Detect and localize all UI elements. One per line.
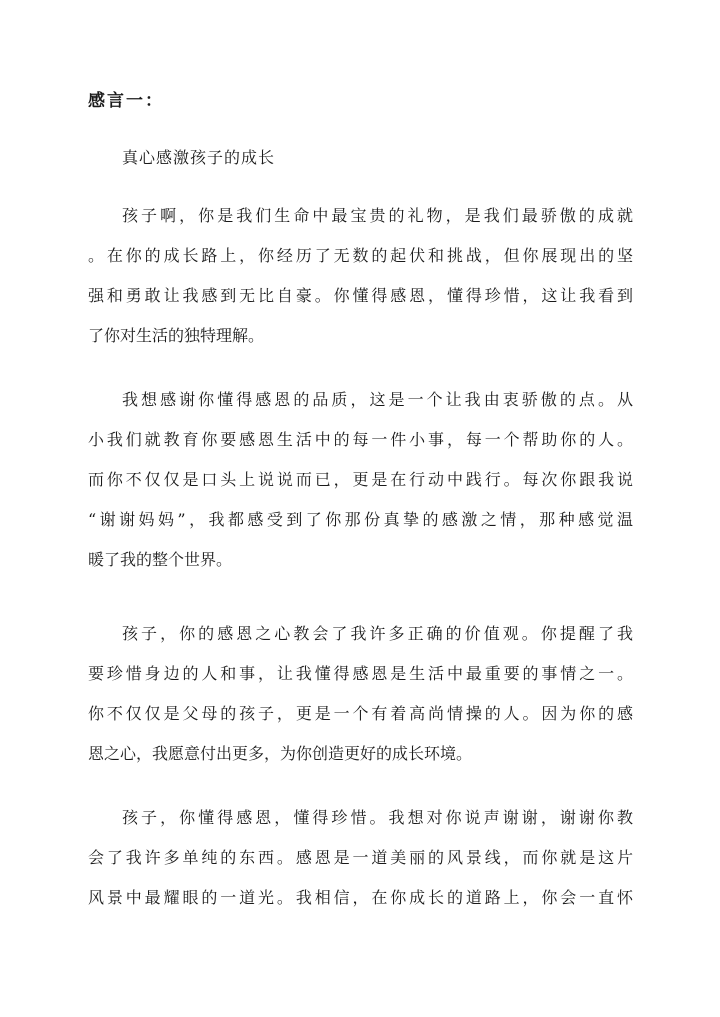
paragraph-line: 恩之心，我愿意付出更多，为你创造更好的成长环境。: [88, 744, 473, 763]
paragraph-line: 要珍惜身边的人和事，让我懂得感恩是生活中最重要的事情之一。: [88, 664, 633, 683]
paragraph-1: [88, 203, 633, 363]
paragraph-line: 暖了我的整个世界。: [88, 550, 233, 569]
paragraph-line: 你不仅仅是父母的孩子，更是一个有着高尚情操的人。因为你的感: [88, 704, 633, 723]
paragraph-line: 孩子，你的感恩之心教会了我许多正确的价值观。你提醒了我: [122, 624, 633, 643]
paragraph-line: 我想感谢你懂得感恩的品质，这是一个让我由衷骄傲的点。从: [122, 390, 633, 409]
paragraph-line: 会了我许多单纯的东西。感恩是一道美丽的风景线，而你就是这片: [88, 848, 633, 867]
paragraph-line: 孩子，你懂得感恩，懂得珍惜。我想对你说声谢谢，谢谢你教: [122, 808, 633, 827]
paragraph-line: 强和勇敢让我感到无比自豪。你懂得感恩，懂得珍惜，这让我看到: [88, 286, 633, 305]
paragraph-line: 而你不仅仅是口头上说说而已，更是在行动中践行。每次你跟我说: [88, 470, 633, 489]
paragraph-3: [88, 621, 633, 781]
paragraph-line: “谢谢妈妈”，我都感受到了你那份真挚的感激之情，那种感觉温: [88, 510, 633, 529]
article-title: 真心感激孩子的成长: [122, 148, 276, 167]
paragraph-line: 风景中最耀眼的一道光。我相信，在你成长的道路上，你会一直怀: [88, 888, 633, 907]
paragraph-line: 了你对生活的独特理解。: [88, 326, 265, 345]
paragraph-line: 孩子啊，你是我们生命中最宝贵的礼物，是我们最骄傲的成就: [122, 206, 633, 225]
paragraph-4: [88, 805, 633, 925]
section-heading: 感言一：: [88, 91, 164, 111]
paragraph-2: [88, 387, 633, 587]
paragraph-line: 小我们就教育你要感恩生活中的每一件小事，每一个帮助你的人。: [88, 430, 633, 449]
paragraph-line: 。在你的成长路上，你经历了无数的起伏和挑战，但你展现出的坚: [88, 246, 633, 265]
